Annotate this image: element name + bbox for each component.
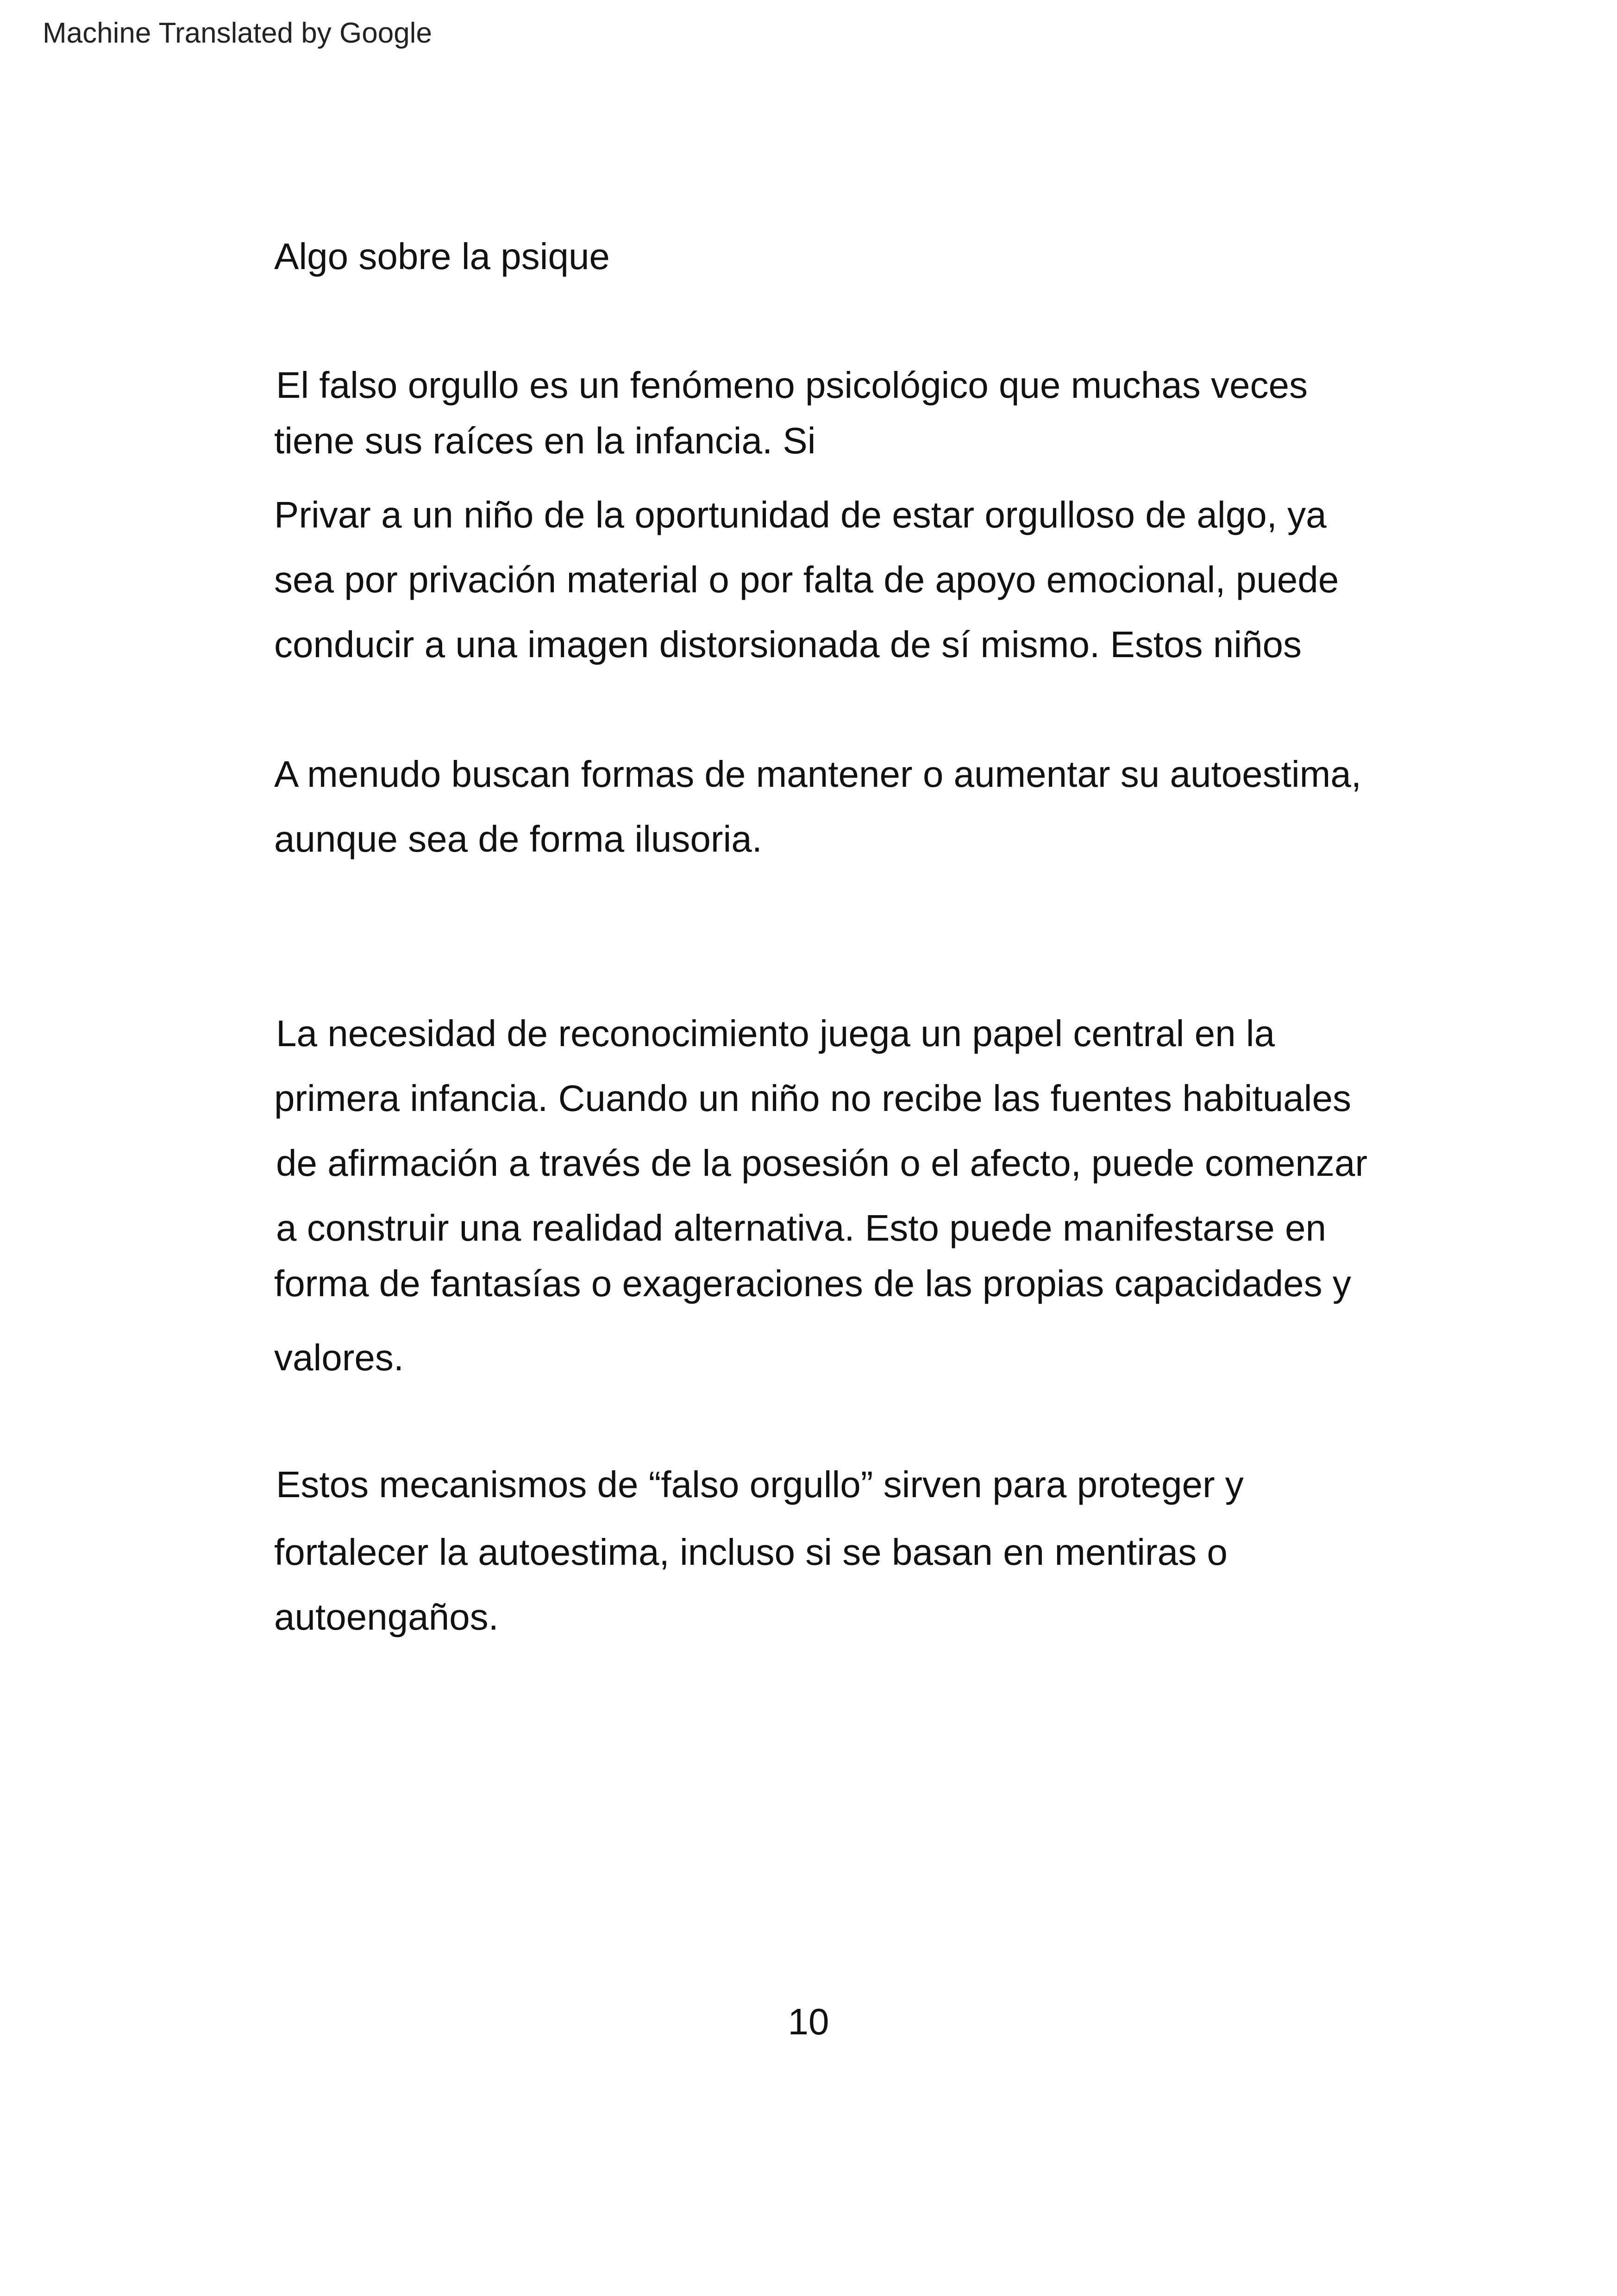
- page-number: 10: [788, 2001, 829, 2042]
- machine-translation-watermark: Machine Translated by Google: [43, 17, 432, 49]
- paragraph-2-line-1: Privar a un niño de la oportunidad de estar orgulloso de algo, ya: [274, 494, 1327, 535]
- paragraph-5-line-1: Estos mecanismos de “falso orgullo” sirven para proteger y: [276, 1464, 1244, 1505]
- paragraph-4-line-2: primera infancia. Cuando un niño no recibe las fuentes habituales: [274, 1078, 1351, 1119]
- paragraph-1-line-1: El falso orgullo es un fenómeno psicológico que muchas veces: [276, 364, 1308, 406]
- paragraph-5-line-3: autoengaños.: [274, 1596, 499, 1637]
- paragraph-4-line-1: La necesidad de reconocimiento juega un papel central en la: [276, 1013, 1275, 1054]
- paragraph-2-line-2: sea por privación material o por falta de apoyo emocional, puede: [274, 559, 1339, 600]
- paragraph-4-line-4: a construir una realidad alternativa. Esto puede manifestarse en: [276, 1207, 1327, 1248]
- paragraph-4-line-6: valores.: [274, 1337, 404, 1378]
- paragraph-4-line-3: de afirmación a través de la posesión o el afecto, puede comenzar: [276, 1142, 1367, 1184]
- paragraph-1-line-2: tiene sus raíces en la infancia. Si: [274, 420, 816, 461]
- paragraph-3-line-1: A menudo buscan formas de mantener o aumentar su autoestima,: [274, 753, 1362, 795]
- paragraph-2-line-3: conducir a una imagen distorsionada de sí mismo. Estos niños: [274, 624, 1302, 665]
- paragraph-5-line-2: fortalecer la autoestima, incluso si se basan en mentiras o: [274, 1531, 1228, 1573]
- paragraph-4-line-5: forma de fantasías o exageraciones de las propias capacidades y: [274, 1263, 1351, 1304]
- paragraph-3-line-2: aunque sea de forma ilusoria.: [274, 818, 762, 859]
- page-title: Algo sobre la psique: [274, 236, 610, 277]
